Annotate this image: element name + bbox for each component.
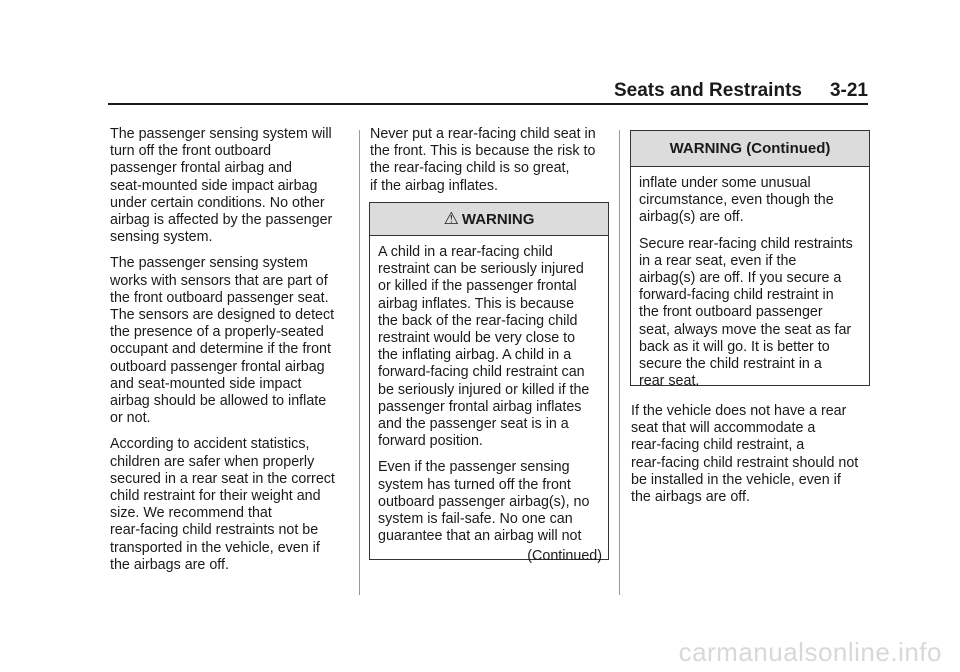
warning-paragraph: Secure rear-facing child restraints in a rear seat, even if the airbag(s) are off. If you secure a forward-facing child restraint in the front outboard passenger seat, always move the seat as far back as it will go. It is better to secure the child restraint in a rear seat. [639,235,853,390]
page-header [108,80,868,102]
warning-paragraph: A child in a rear-facing child restraint can be seriously injured or killed if the passenger frontal airbag inflates. This is because the back of the rear-facing child restraint would be very close to the inflating airbag. A child in a forward-facing child restraint can be seriously injured or killed if the passenger frontal airbag inflates and the passenger seat is in a forward position. [378,244,590,450]
column-middle [370,126,615,204]
warning-body [370,236,608,570]
paragraph: The passenger sensing system will turn off the front outboard passenger frontal airbag and seat-mounted side impact airbag under certain conditions. No other airbag is affected by the passenger sensing system. [110,126,333,246]
paragraph: Never put a rear-facing child seat in the front. This is because the risk to the rear-facing child is so great, if the airbag inflates. [370,126,596,194]
paragraph: According to accident statistics, children are safer when properly secured in a rear seat in the correct child restraint for their weight and size. We recommend that rear-facing child restraints not be transported in the vehicle, even if the airbags are off. [110,436,335,573]
column-left [110,126,355,583]
watermark: carmanualsonline.info [678,637,942,667]
warning-header [370,203,608,236]
warning-box [369,202,609,565]
column-right [631,403,876,515]
warning-paragraph: Even if the passenger sensing system has turned off the front outboard passenger airbag(s), no system is fail-safe. No one can guarantee that an airbag will not [378,459,590,545]
paragraph: The passenger sensing system works with sensors that are part of the front outboard passenger seat. The sensors are designed to detect the presence of a properly-seated occupant and determine if the front outboard passenger frontal airbag and seat-mounted side impact airbag should be allowed to inflate or not. [110,255,335,427]
warning-title: WARNING (Continued) [669,140,831,157]
page-number: 3-21 [829,80,868,101]
warning-icon: ⚠ [443,209,459,228]
section-title: Seats and Restraints [614,80,802,101]
warning-paragraph: inflate under some unusual circumstance, even though the airbag(s) are off. [639,175,834,226]
warning-header [631,131,869,167]
header-rule [108,103,868,105]
column-divider-2 [619,130,620,595]
warning-continued-box [630,130,870,390]
continued-label: (Continued) [527,548,602,565]
paragraph: If the vehicle does not have a rear seat that will accommodate a rear-facing child restraint, a rear-facing child restraint should not be installed in the vehicle, even if the airbags are off. [631,403,859,506]
warning-title: WARNING [461,211,535,228]
warning-body [631,167,869,403]
column-divider-1 [359,130,360,595]
